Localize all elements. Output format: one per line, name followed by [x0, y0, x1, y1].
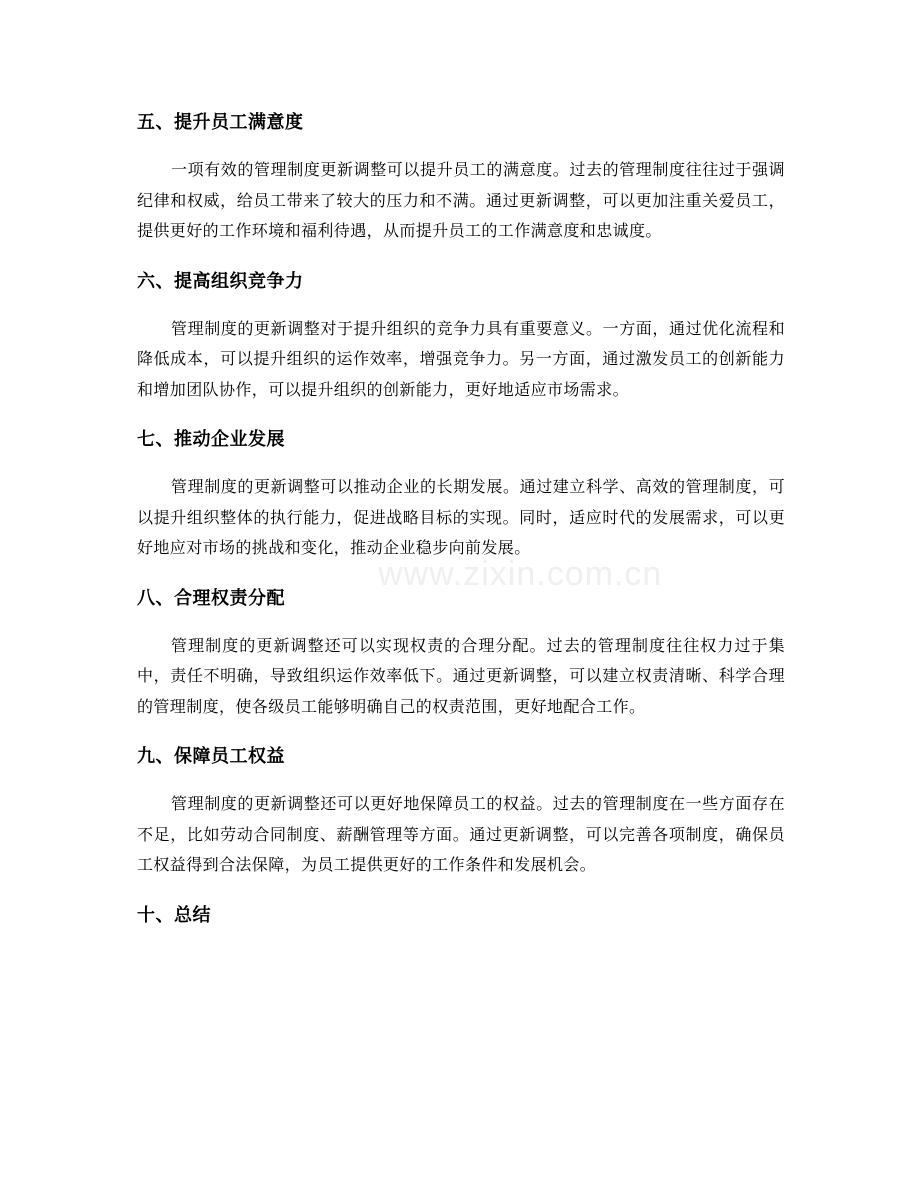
section-paragraph: 管理制度的更新调整可以推动企业的长期发展。通过建立科学、高效的管理制度，可以提升组织整体的执行能力，促进战略目标的实现。同时，适应时代的发展需求，可以更好地应对市场的挑战和变化，推动企业稳步向前发展。 [137, 477, 785, 557]
section-paragraph: 一项有效的管理制度更新调整可以提升员工的满意度。过去的管理制度往往过于强调纪律和权威，给员工带来了较大的压力和不满。通过更新调整，可以更加注重关爱员工，提供更好的工作环境和福利待遇，从而提升员工的工作满意度和忠诚度。 [137, 160, 785, 240]
document-content [137, 103, 785, 948]
section-title: 六、提高组织竞争力 [137, 270, 304, 292]
section-9 [137, 737, 785, 881]
section-title: 七、推动企业发展 [137, 429, 285, 450]
watermark: www.zixin.com.cn [378, 555, 663, 593]
section-title: 五、提升员工满意度 [137, 112, 304, 133]
section-paragraph: 管理制度的更新调整对于提升组织的竞争力具有重要意义。一方面，通过优化流程和降低成本，可以提升组织的运作效率，增强竞争力。另一方面，通过激发员工的创新能力和增加团队协作，可以提升组织的创新能力，更好地适应市场需求。 [137, 318, 785, 399]
section-paragraph: 管理制度的更新调整还可以更好地保障员工的权益。过去的管理制度在一些方面存在不足，比如劳动合同制度、薪酬管理等方面。通过更新调整，可以完善各项制度，确保员工权益得到合法保障，为员工提供更好的工作条件和发展机会。 [137, 794, 785, 874]
section-5 [137, 103, 785, 247]
section-title: 九、保障员工权益 [137, 746, 285, 767]
section-10 [137, 896, 785, 936]
section-title: 十、总结 [137, 904, 211, 926]
section-7 [137, 420, 785, 564]
section-6 [137, 262, 785, 406]
section-title: 八、合理权责分配 [137, 587, 285, 609]
section-8 [137, 579, 785, 723]
section-paragraph: 管理制度的更新调整还可以实现权责的合理分配。过去的管理制度往往权力过于集中，责任不明确，导致组织运作效率低下。通过更新调整，可以建立权责清晰、科学合理的管理制度，使各级员工能够明确自己的权责范围，更好地配合工作。 [137, 635, 785, 716]
